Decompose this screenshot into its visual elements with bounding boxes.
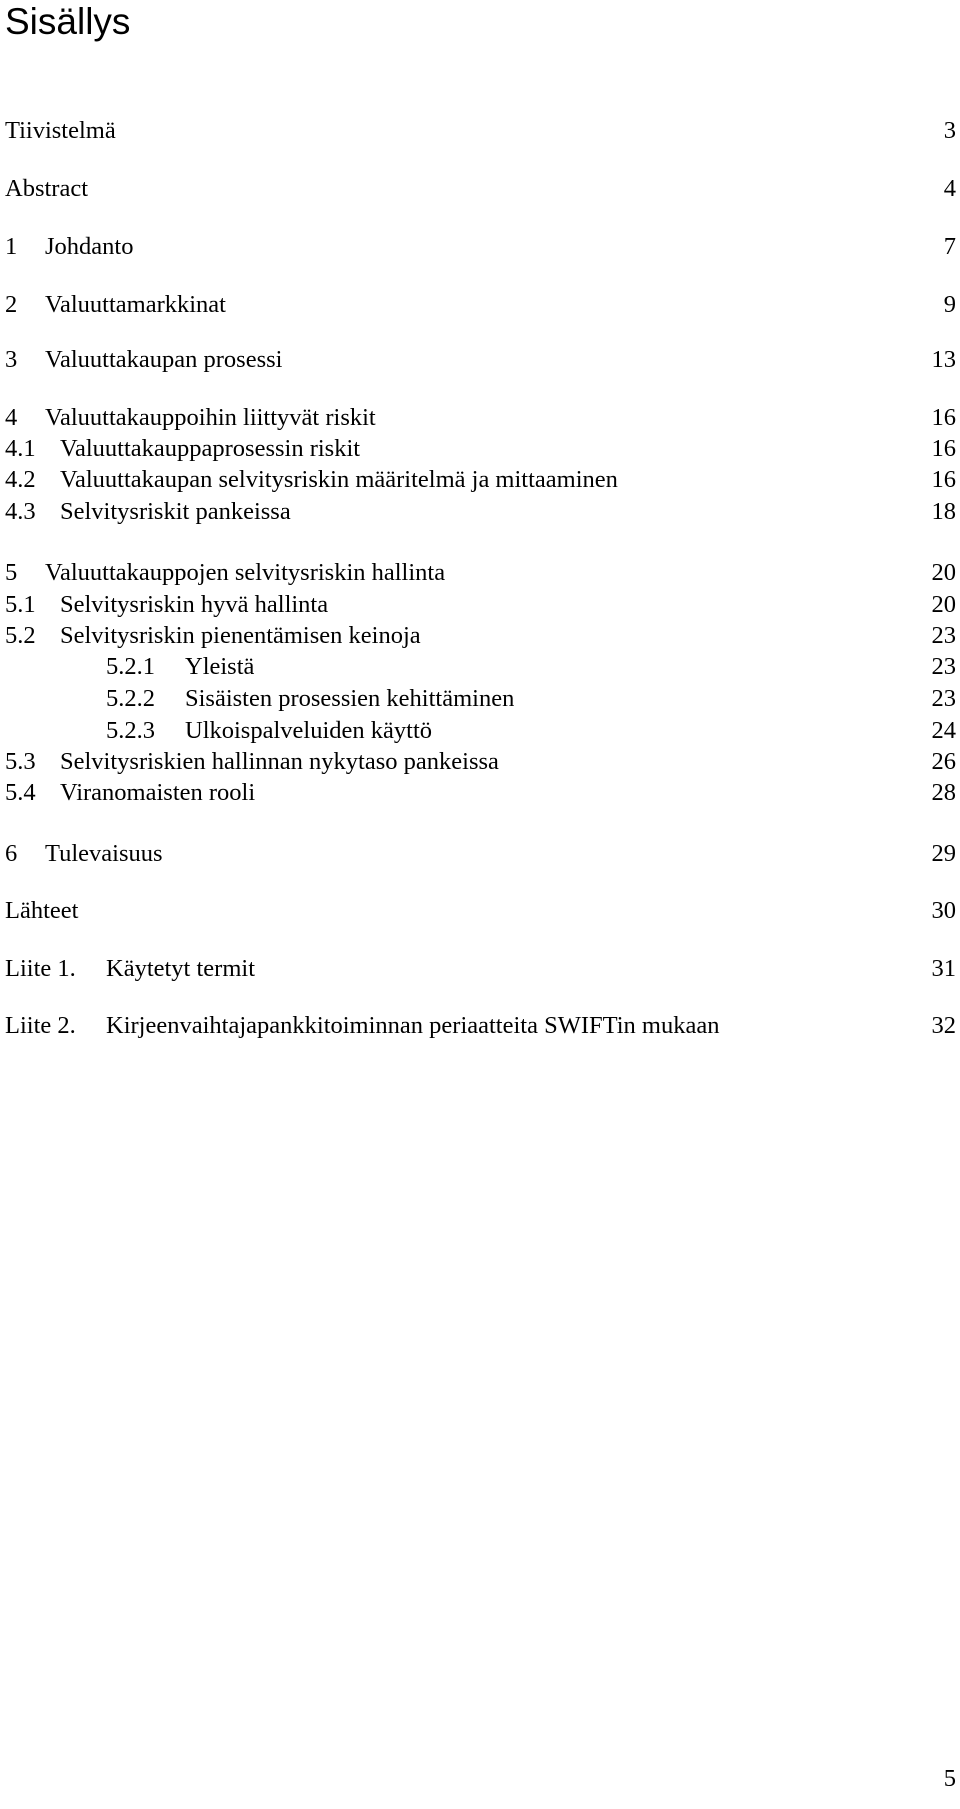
toc-entry-number: 5.1: [5, 591, 36, 618]
toc-entry-5-2-1[interactable]: [5, 652, 956, 682]
toc-entry-title: Selvitysriskin pienentämisen keinoja: [60, 622, 421, 649]
page-number: 5: [943, 1765, 956, 1792]
toc-entry-page: 31: [931, 955, 956, 982]
toc-entry-page: 23: [931, 622, 956, 649]
toc-entry-page: 3: [943, 117, 956, 144]
toc-entry-number: Liite 2.: [5, 1012, 76, 1039]
toc-entry-number: 3: [5, 346, 18, 373]
toc-entry-page: 23: [931, 653, 956, 680]
toc-entry-page: 4: [943, 175, 956, 202]
toc-entry-title: Selvitysriskin hyvä hallinta: [60, 591, 329, 618]
toc-entry-number: 4.3: [5, 498, 36, 525]
toc-entry-abstract[interactable]: [5, 174, 956, 204]
toc-entry-title: Valuuttakauppojen selvitysriskin hallinta: [45, 559, 446, 586]
toc-entry-tiivistelma[interactable]: [5, 116, 956, 146]
toc-entry-number: 1: [5, 233, 18, 260]
toc-entry-page: 7: [943, 233, 956, 260]
toc-entry-number: 5.3: [5, 748, 36, 775]
toc-entry-3[interactable]: [5, 345, 956, 375]
toc-entry-lahteet[interactable]: [5, 896, 956, 926]
toc-entry-title: Tiivistelmä: [5, 117, 116, 144]
toc-entry-page: 16: [931, 435, 956, 462]
toc-entry-number: 6: [5, 840, 18, 867]
toc-entry-title: Tulevaisuus: [45, 840, 163, 867]
toc-entry-title: Ulkoispalveluiden käyttö: [185, 717, 432, 744]
toc-entry-page: 28: [931, 779, 956, 806]
toc-entry-liite-1[interactable]: [5, 954, 956, 984]
toc-entry-5[interactable]: [5, 558, 956, 588]
toc-entry-title: Valuuttakauppoihin liittyvät riskit: [45, 404, 376, 431]
page-title: Sisällys: [5, 1, 131, 42]
toc-entry-number: 4.1: [5, 435, 36, 462]
toc-entry-4-1[interactable]: [5, 434, 956, 464]
toc-entry-page: 20: [931, 591, 956, 618]
toc-entry-page: 32: [931, 1012, 956, 1039]
toc-entry-page: 23: [931, 685, 956, 712]
toc-entry-title: Selvitysriskien hallinnan nykytaso pankeissa: [60, 748, 499, 775]
toc-entry-page: 16: [931, 466, 956, 493]
toc-entry-title: Johdanto: [45, 233, 134, 260]
toc-entry-5-4[interactable]: [5, 778, 956, 808]
toc-entry-5-1[interactable]: [5, 590, 956, 620]
toc-entry-page: 9: [943, 291, 956, 318]
toc-entry-page: 24: [931, 717, 956, 744]
toc-entry-title: Kirjeenvaihtajapankkitoiminnan periaatteita SWIFTin mukaan: [106, 1012, 720, 1039]
toc-entry-title: Selvitysriskit pankeissa: [60, 498, 291, 525]
toc-entry-title: Yleistä: [185, 653, 255, 680]
toc-entry-number: 5: [5, 559, 18, 586]
toc-entry-number: Liite 1.: [5, 955, 76, 982]
toc-entry-title: Viranomaisten rooli: [60, 779, 256, 806]
toc-entry-2[interactable]: [5, 290, 956, 320]
toc-entry-title: Sisäisten prosessien kehittäminen: [185, 685, 515, 712]
toc-entry-page: 13: [931, 346, 956, 373]
toc-entry-title: Valuuttakaupan prosessi: [45, 346, 283, 373]
toc-entry-title: Valuuttamarkkinat: [45, 291, 226, 318]
toc-entry-6[interactable]: [5, 839, 956, 869]
toc-entry-5-3[interactable]: [5, 747, 956, 777]
toc-entry-title: Käytetyt termit: [106, 955, 255, 982]
toc-entry-4[interactable]: [5, 403, 956, 433]
toc-entry-page: 20: [931, 559, 956, 586]
toc-entry-1[interactable]: [5, 232, 956, 262]
toc-entry-number: 4: [5, 404, 18, 431]
toc-entry-5-2[interactable]: [5, 621, 956, 651]
toc-entry-page: 26: [931, 748, 956, 775]
toc-entry-number: 4.2: [5, 466, 36, 493]
toc-entry-number: 2: [5, 291, 18, 318]
toc-entry-page: 18: [931, 498, 956, 525]
toc-entry-page: 29: [931, 840, 956, 867]
toc-entry-number: 5.4: [5, 779, 36, 806]
toc-entry-title: Valuuttakauppaprosessin riskit: [60, 435, 361, 462]
toc-entry-number: 5.2: [5, 622, 36, 649]
toc-entry-number: 5.2.2: [106, 685, 155, 712]
toc-entry-5-2-3[interactable]: [5, 716, 956, 746]
toc-entry-liite-2[interactable]: [5, 1011, 956, 1041]
toc-entry-4-2[interactable]: [5, 465, 956, 495]
toc-entry-title: Valuuttakaupan selvitysriskin määritelmä ja mittaaminen: [60, 466, 618, 493]
toc-entry-number: 5.2.3: [106, 717, 155, 744]
toc-entry-number: 5.2.1: [106, 653, 155, 680]
toc-entry-page: 16: [931, 404, 956, 431]
toc-entry-4-3[interactable]: [5, 497, 956, 527]
toc-entry-title: Lähteet: [5, 897, 79, 924]
toc-entry-title: Abstract: [5, 175, 88, 202]
toc-entry-5-2-2[interactable]: [5, 684, 956, 714]
toc-entry-page: 30: [931, 897, 956, 924]
